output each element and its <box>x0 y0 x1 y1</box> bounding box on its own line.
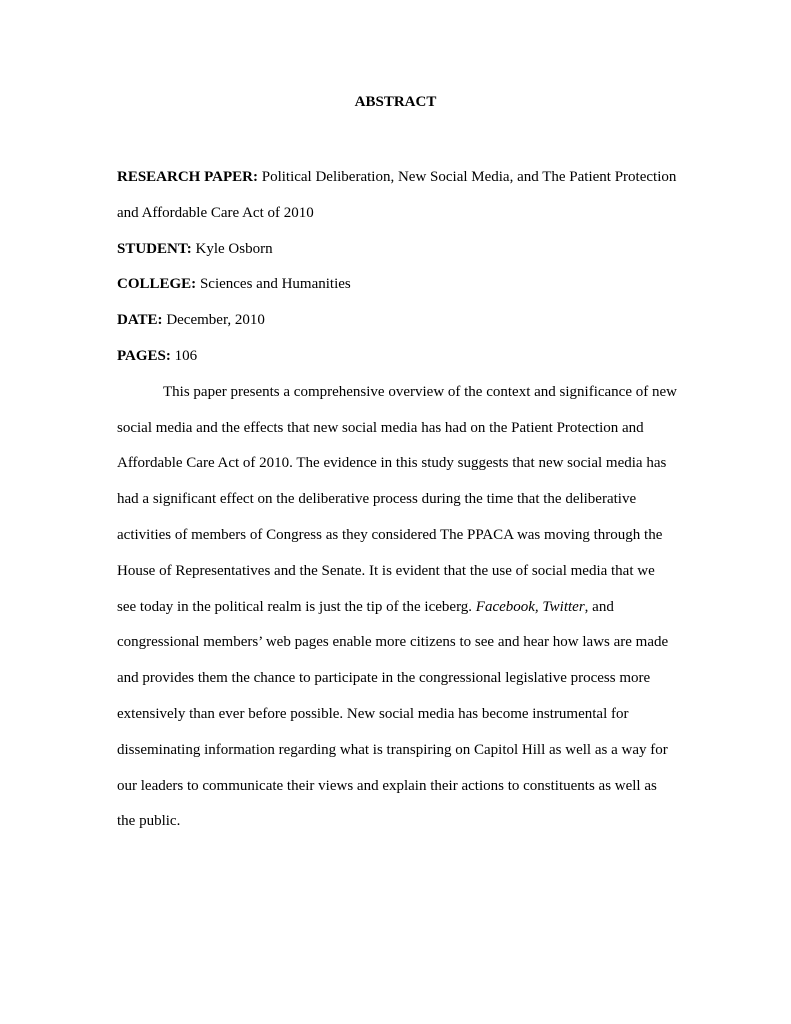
college-name: Sciences and Humanities <box>199 276 351 293</box>
pages-label: PAGES: <box>117 347 171 364</box>
research-paper-title: Political Deliberation, New Social Media, and The Patient Protection and Affordable Care Act of 2010 <box>117 169 677 221</box>
abstract-body-paragraph <box>117 375 677 840</box>
abstract-body-italic: Facebook, Twitter <box>475 598 585 615</box>
college-field <box>117 267 677 303</box>
date-value: December, 2010 <box>166 312 265 329</box>
abstract-content <box>117 160 677 840</box>
research-paper-field <box>117 160 677 232</box>
student-label: STUDENT: <box>117 240 192 257</box>
abstract-body-part2: , and congressional members’ web pages enable more citizens to see and hear how laws are made and provides them the chance to participate in the congressional legislative process more extensively than ever before possible. New social media has become instrumental for disseminating information regarding what is transpiring on Capitol Hill as well as a way for our leaders to communicate their views and explain their actions to constituents as well as the public. <box>117 598 669 830</box>
date-label: DATE: <box>117 312 163 329</box>
student-field <box>117 232 677 268</box>
pages-field <box>117 339 677 375</box>
student-name: Kyle Osborn <box>195 240 273 257</box>
date-field <box>117 303 677 339</box>
abstract-heading: ABSTRACT <box>354 94 437 110</box>
pages-value: 106 <box>174 347 198 364</box>
research-paper-label: RESEARCH PAPER: <box>117 169 258 185</box>
college-label: COLLEGE: <box>117 276 197 293</box>
abstract-body-part1: This paper presents a comprehensive overview of the context and significance of new social media and the effects that new social media has had on the Patient Protection and Affordable Care Act of 2010. The evidence in this study suggests that new social media has had a significant effect on the deliberative process during the time that the deliberative activities of members of Congress as they considered The PPACA was moving through the House of Representatives and the Senate. It is evident that the use of social media that we see today in the political realm is just the tip of the iceberg. <box>117 383 677 615</box>
